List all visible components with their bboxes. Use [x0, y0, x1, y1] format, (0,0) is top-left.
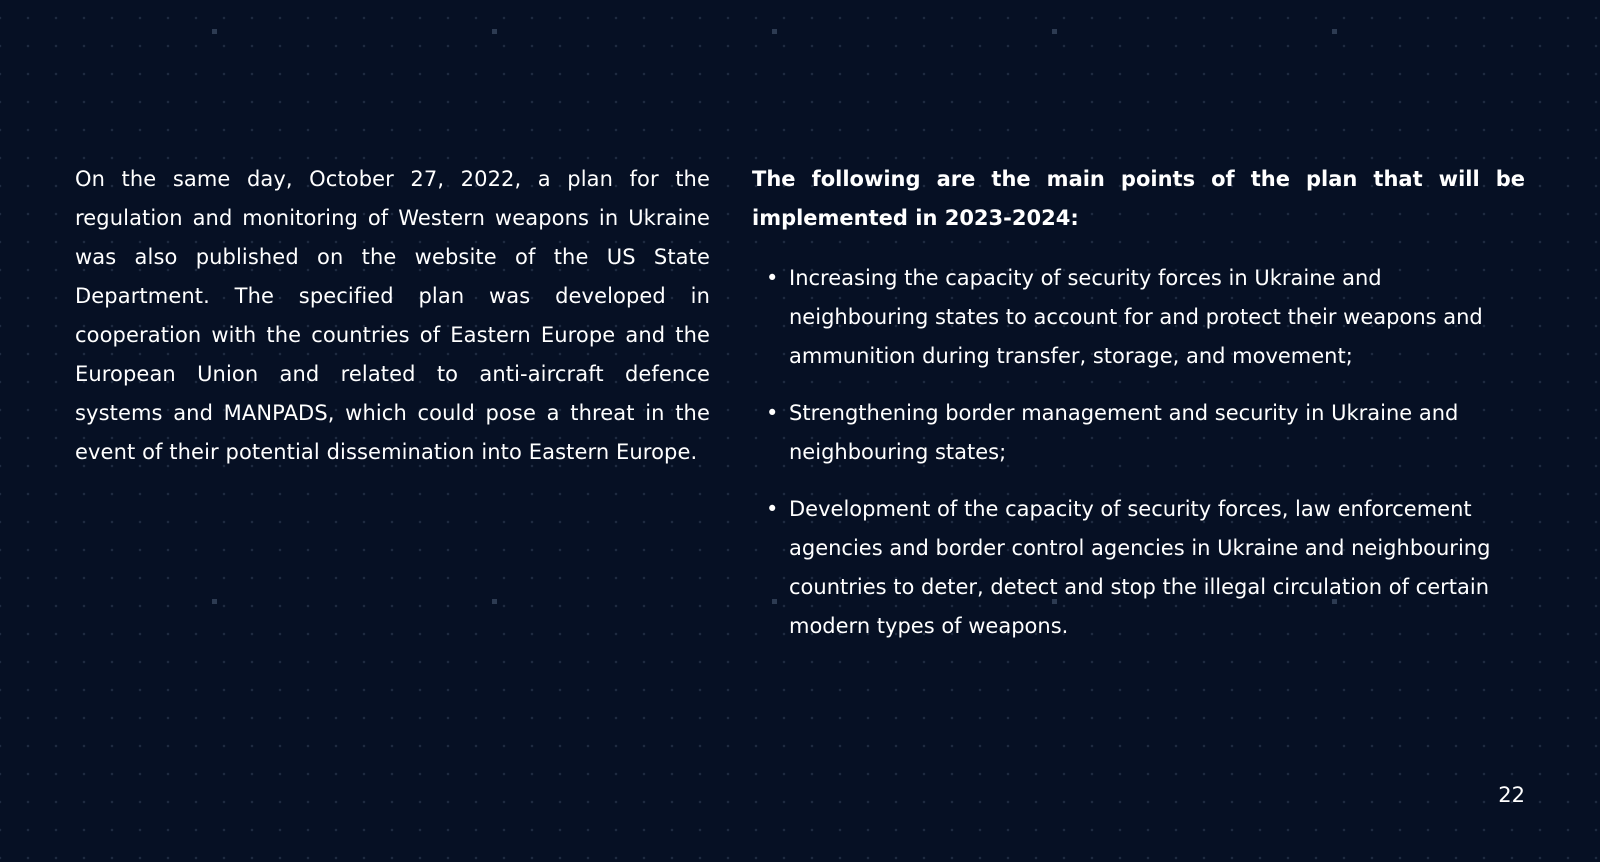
page-number: 22 — [1498, 783, 1525, 807]
list-item — [752, 259, 1525, 376]
plan-points-section — [752, 160, 1525, 664]
bullet-icon: • — [766, 266, 779, 290]
list-item-text: Increasing the capacity of security forces in Ukraine and neighbouring states to account for and protect their weapons and ammunition during transfer, storage, and movement; — [789, 266, 1483, 368]
grid-accent-dot — [212, 29, 217, 34]
bullet-icon: • — [766, 497, 779, 521]
list-item — [752, 394, 1525, 472]
list-item-text: Development of the capacity of security forces, law enforcement agencies and border control agencies in Ukraine and neighbouring countries to deter, detect and stop the illegal circulation of certain modern types of weapons. — [789, 497, 1491, 638]
bullet-icon: • — [766, 401, 779, 425]
grid-accent-dot — [492, 599, 497, 604]
plan-points-list — [752, 259, 1525, 646]
intro-paragraph: On the same day, October 27, 2022, a plan for the regulation and monitoring of Western weapons in Ukraine was also published on the website of the US State Department. The specified plan was developed in cooperation with the countries of Eastern Europe and the European Union and related to anti-aircraft defence systems and MANPADS, which could pose a threat in the event of their potential dissemination into Eastern Europe. — [75, 167, 710, 464]
list-item — [752, 490, 1525, 646]
grid-accent-dot — [1052, 29, 1057, 34]
grid-accent-dot — [1332, 29, 1337, 34]
grid-accent-dot — [492, 29, 497, 34]
plan-points-heading: The following are the main points of the plan that will be implemented in 2023-2024: — [752, 167, 1525, 230]
list-item-text: Strengthening border management and security in Ukraine and neighbouring states; — [789, 401, 1459, 464]
grid-accent-dot — [212, 599, 217, 604]
grid-accent-dot — [772, 29, 777, 34]
